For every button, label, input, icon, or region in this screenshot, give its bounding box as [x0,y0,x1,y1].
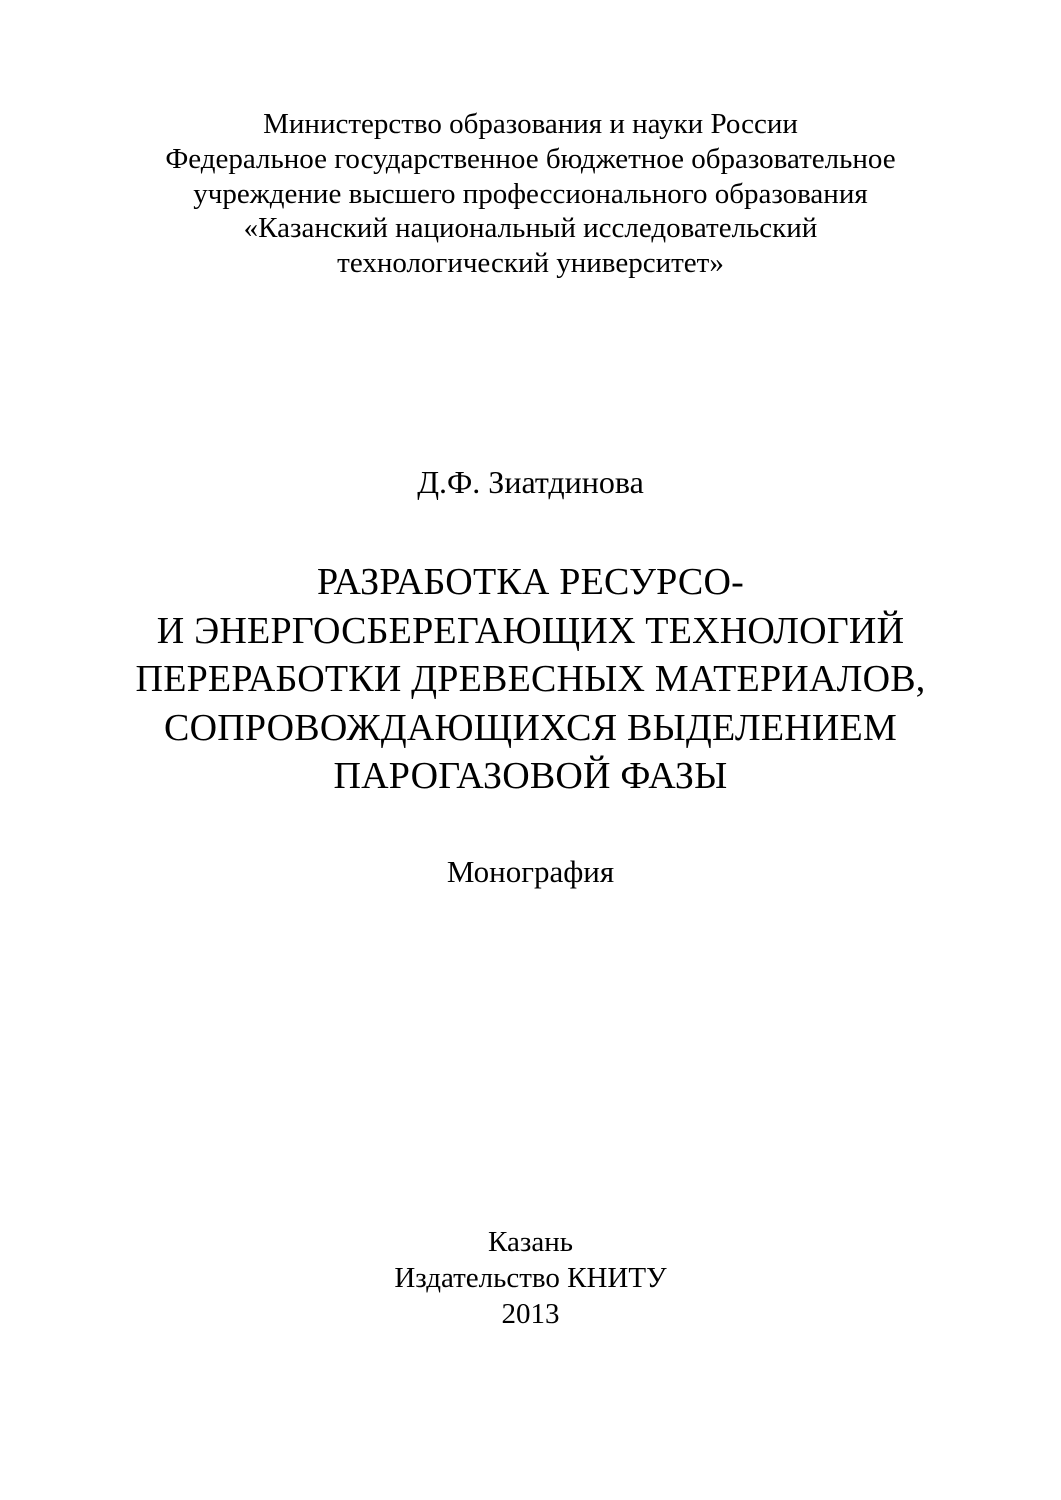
institution-line-university-name-cont: технологический университет» [337,247,724,279]
imprint-city: Казань [488,1226,573,1258]
imprint-publisher: Издательство КНИТУ [394,1262,667,1294]
book-title-line-3: ПЕРЕРАБОТКИ ДРЕВЕСНЫХ МАТЕРИАЛОВ, [135,658,926,700]
genre-label: Монография [446,854,615,889]
institution-line-federal: Федеральное государственное бюджетное образовательное [165,143,896,175]
institution-line-ministry: Министерство образования и науки России [263,108,798,140]
imprint-year: 2013 [501,1298,560,1330]
book-title-line-4: СОПРОВОЖДАЮЩИХСЯ ВЫДЕЛЕНИЕМ [164,707,897,749]
book-title-line-2: И ЭНЕРГОСБЕРЕГАЮЩИХ ТЕХНОЛОГИЙ [156,610,905,652]
institution-line-university-name: «Казанский национальный исследовательский [243,212,818,244]
book-title-line-5: ПАРОГАЗОВОЙ ФАЗЫ [333,755,728,797]
author-name: Д.Ф. Зиатдинова [417,464,644,500]
institution-line-establishment: учреждение высшего профессионального образования [193,178,868,210]
book-title-line-1: РАЗРАБОТКА РЕСУРСО- [317,561,744,603]
